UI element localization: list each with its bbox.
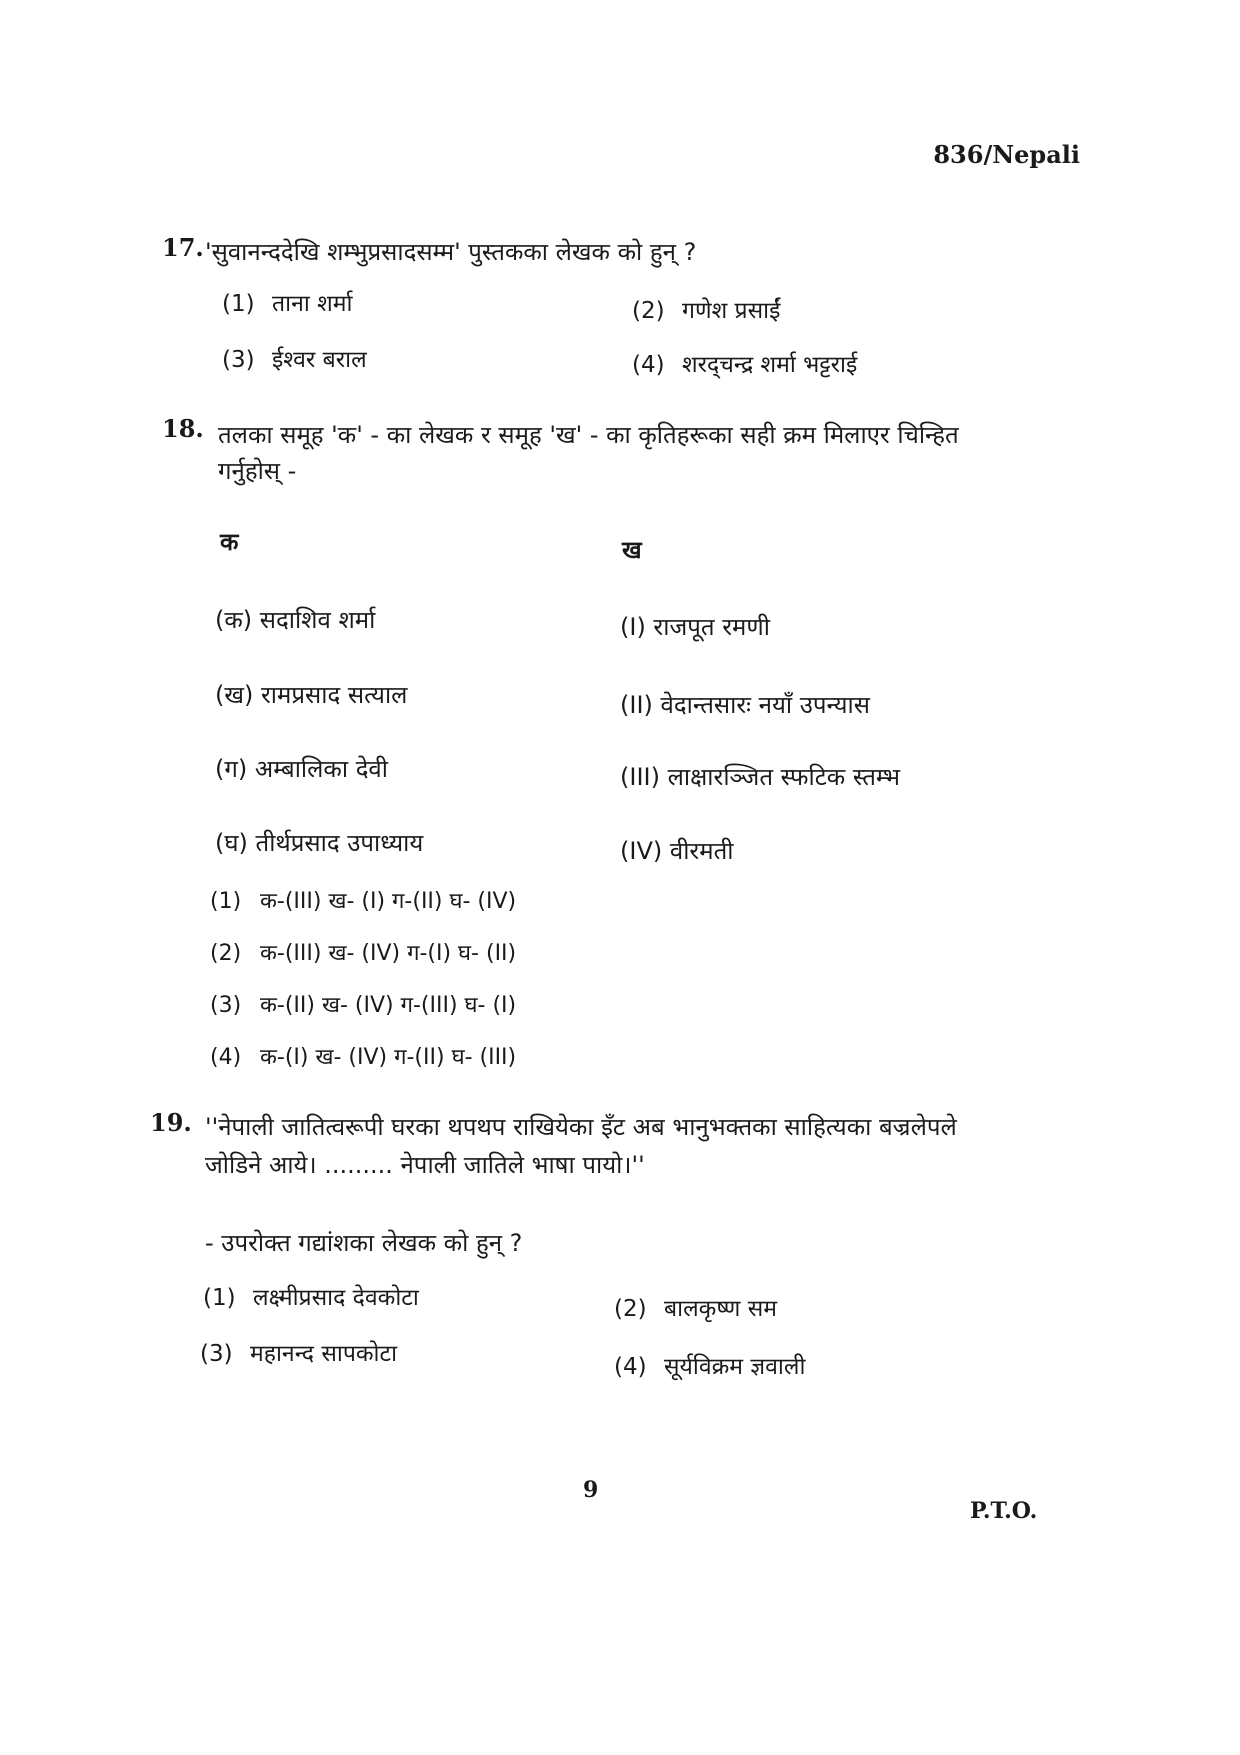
q18-number: 18. [162,414,204,443]
option-number: (4) [614,1354,647,1380]
q19-option-2 [614,1291,777,1323]
q17-text: 'सुवानन्ददेखि शम्भुप्रसादसम्म' पुस्तकका लेखक को हुन् ? [205,238,697,266]
q19-question: - उपरोक्त गद्यांशका लेखक को हुन् ? [205,1229,523,1257]
option-text: गणेश प्रसाईं [682,298,781,324]
q18-option-2 [210,937,516,967]
option-number: (2) [614,1296,647,1322]
option-text: सूर्यविक्रम ज्ञवाली [664,1354,806,1380]
option-text: महानन्द सापकोटा [250,1341,398,1367]
option-number: (4) [632,352,665,378]
q19-option-3 [200,1336,397,1368]
q18-option-4 [210,1041,516,1071]
option-text: बालकृष्ण सम [664,1296,777,1322]
option-number: (1) [210,889,242,914]
option-number: (1) [203,1285,236,1311]
column-b-item: (III) लाक्षारञ्जित स्फटिक स्तम्भ [620,763,900,791]
column-b-item: (IV) वीरमती [620,837,734,865]
option-text: क-(I) ख- (IV) ग-(II) घ- (III) [260,1045,517,1070]
q19-option-4 [614,1349,805,1381]
option-number: (3) [210,993,242,1018]
option-text: क-(III) ख- (I) ग-(II) घ- (IV) [260,889,517,914]
option-text: लक्ष्मीप्रसाद देवकोटा [253,1285,419,1311]
column-a-item: (ग) अम्बालिका देवी [215,755,388,783]
q18-text-line2: गर्नुहोस् - [218,457,297,485]
q19-number: 19. [150,1108,192,1137]
page-number: 9 [583,1477,599,1503]
option-text: शरद्चन्द्र शर्मा भट्टराई [682,352,858,378]
q19-text-line2: जोडिने आये। ......... नेपाली जातिले भाषा पायो।'' [205,1151,645,1179]
option-text: ईश्वर बराल [272,347,367,373]
q19-text-line1: ''नेपाली जातित्वरूपी घरका थपथप राखियेका इँट अब भानुभक्तका साहित्यका बज्रलेपले [205,1113,957,1141]
option-text: क-(II) ख- (IV) ग-(III) घ- (I) [260,993,517,1018]
option-number: (2) [210,941,242,966]
pto-label: P.T.O. [970,1498,1038,1524]
q18-option-3 [210,989,516,1019]
column-b-item: (I) राजपूत रमणी [620,613,770,641]
column-a-item: (क) सदाशिव शर्मा [215,606,376,634]
paper-code: 836/Nepali [933,140,1080,169]
q17-option-4 [632,347,857,379]
column-a-item: (घ) तीर्थप्रसाद उपाध्याय [215,829,424,857]
column-b-item: (II) वेदान्तसारः नयाँ उपन्यास [620,691,870,719]
q17-option-1 [222,286,352,318]
option-text: ताना शर्मा [272,291,353,317]
q17-option-2 [632,293,780,325]
option-number: (3) [200,1341,233,1367]
q19-option-1 [203,1280,419,1312]
column-a-item: (ख) रामप्रसाद सत्याल [215,681,408,709]
option-number: (2) [632,298,665,324]
option-number: (4) [210,1045,242,1070]
column-b-heading: ख [622,536,642,564]
option-number: (1) [222,291,255,317]
option-number: (3) [222,347,255,373]
q17-number: 17. [162,233,204,262]
column-a-heading: क [220,528,239,556]
q17-option-3 [222,342,367,374]
q18-option-1 [210,885,516,915]
option-text: क-(III) ख- (IV) ग-(I) घ- (II) [260,941,517,966]
q18-text-line1: तलका समूह 'क' - का लेखक र समूह 'ख' - का कृतिहरूका सही क्रम मिलाएर चिन्हित [218,421,959,449]
